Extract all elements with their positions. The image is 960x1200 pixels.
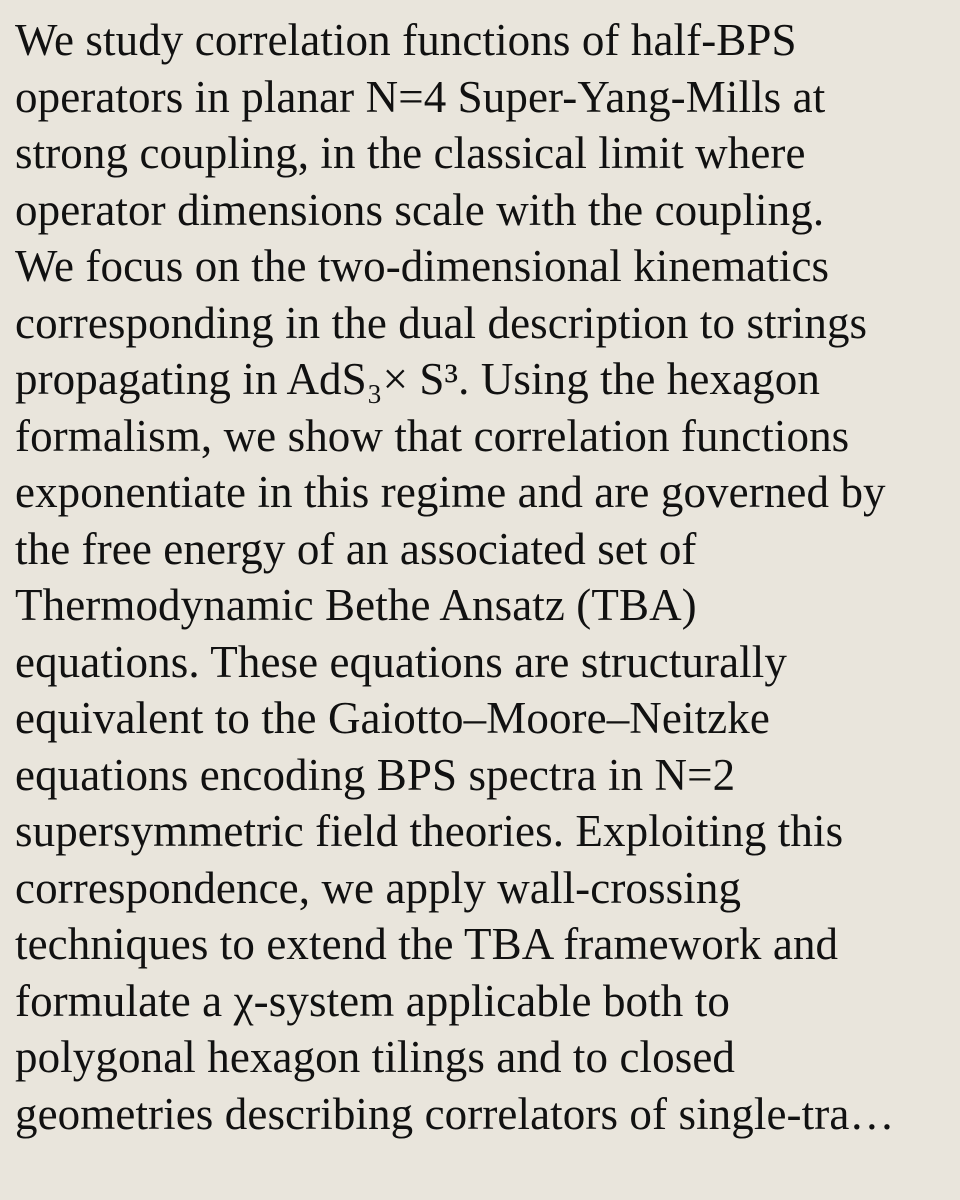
abstract-line: exponentiate in this regime and are governed by (15, 467, 886, 517)
abstract-line: corresponding in the dual description to strings (15, 297, 868, 348)
abstract-line: operator dimensions scale with the coupling. (15, 184, 825, 235)
abstract-line: equations. These equations are structurally (15, 636, 787, 687)
abstract-line: formulate a χ-system applicable both to (15, 975, 730, 1026)
abstract-text (15, 12, 960, 1142)
abstract-line: geometries describing correlators of single-tra… (15, 1088, 895, 1139)
abstract-line: propagating in AdS₃× S³. Using the hexagon (15, 354, 820, 404)
abstract-line: We study correlation functions of half-BPS (15, 15, 797, 65)
abstract-line: strong coupling, in the classical limit where (15, 128, 806, 178)
abstract-line: Thermodynamic Bethe Ansatz (TBA) (15, 580, 697, 630)
abstract-line: polygonal hexagon tilings and to closed (15, 1032, 736, 1082)
abstract-line: operators in planar N=4 Super-Yang-Mills at (15, 71, 826, 122)
abstract-line: correspondence, we apply wall-crossing (15, 862, 742, 913)
abstract-line: formalism, we show that correlation functions (15, 410, 850, 461)
abstract-line: We focus on the two-dimensional kinematics (15, 241, 830, 291)
abstract-line: the free energy of an associated set of (15, 523, 697, 574)
abstract-line: equivalent to the Gaiotto–Moore–Neitzke (15, 693, 770, 743)
abstract-line: supersymmetric field theories. Exploiting this (15, 806, 844, 856)
abstract-line: techniques to extend the TBA framework and (15, 919, 839, 969)
abstract-line: equations encoding BPS spectra in N=2 (15, 749, 736, 800)
